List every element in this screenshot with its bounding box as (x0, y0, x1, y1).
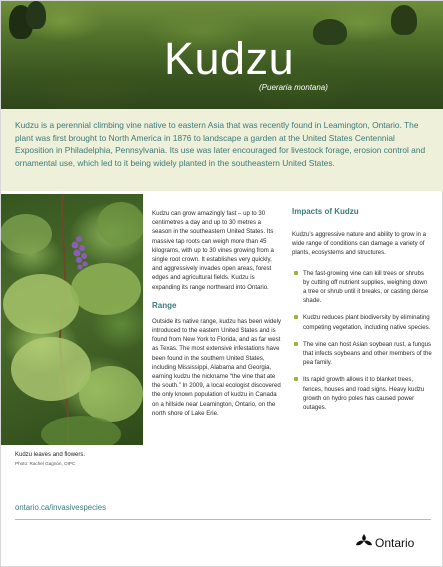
impacts-lead: Kudzu’s aggressive nature and ability to grow in a wide range of conditions can damage a variety of plants, ecosystems and structures. (292, 231, 427, 257)
list-item: Kudzu reduces plant biodiversity by eliminating competing vegetation, including native species. (292, 313, 432, 331)
ontario-logo (355, 533, 414, 549)
list-item: Its rapid growth allows it to blanket trees, fences, houses and road signs. Heavy kudzu growth on hydro poles has caused power outages. (292, 375, 432, 412)
latin-name: (Pueraria montana) (259, 83, 328, 92)
trillium-icon (355, 533, 373, 549)
page-title: Kudzu (164, 33, 295, 84)
growth-paragraph: Kudzu can grow amazingly fast – up to 30 centimetres a day and up to 30 metres a season in the southeastern United States. Its massive tap roots can weigh more than 45 kilograms, with up to 30 vines growing from a single root crown. It establishes very quickly, and aggressively invades open areas, forest edges and agricultural fields. Kudzu is expanding its range northward into Ontario. (152, 210, 274, 291)
middle-column (152, 209, 282, 418)
intro-band (1, 109, 443, 191)
flower-cluster (72, 236, 88, 270)
intro-text: Kudzu is a perennial climbing vine native to eastern Asia that was recently found in Leamington, Ontario. The plant was first brought to North America in 1876 to landscape a garden at the United States Centennial Exposition in Philadelphia, Pennsylvania. Its use was later encouraged for livestock forage, erosion control and ornamental use, which led to it being widely planted in the southeastern United States. (15, 120, 426, 168)
photo-caption (15, 451, 85, 467)
range-paragraph: Outside its native range, kudzu has been widely introduced to the eastern United States and is found from New York to Florida, and as far west as Texas. The most extensive infestations have been found in the southern United States, including Mississippi, Alabama and Georgia, earning kudzu the nickname “the vine that ate the south.” In 2009, a local ecologist discovered the only known population of kudzu in Canada on a hillside near Leamington, Ontario, on the north shore of Lake Erie. (152, 317, 282, 417)
bullet-icon (294, 342, 298, 346)
bullet-icon (294, 315, 298, 319)
caption-text: Kudzu leaves and flowers. (15, 452, 86, 458)
list-item: The fast-growing vine can kill trees or shrubs by cutting off nutrient supplies, weighing down a tree or shrub until it breaks, or casting dense shade. (292, 269, 432, 306)
impacts-heading: Impacts of Kudzu (292, 207, 359, 216)
range-heading: Range (152, 300, 177, 310)
right-column (292, 207, 432, 420)
website-link[interactable]: ontario.ca/invasivespecies (15, 503, 107, 512)
kudzu-leaves-illustration (1, 194, 143, 445)
tree-silhouette (313, 19, 347, 45)
logo-wordmark: Ontario (375, 536, 415, 550)
footer-divider (15, 519, 431, 520)
tree-silhouette (391, 5, 417, 35)
tree-silhouette (26, 1, 46, 29)
bullet-icon (294, 377, 298, 381)
photo-credit: Photo: Rachel Gagnon, OIPC (15, 461, 76, 466)
impacts-list (292, 269, 432, 413)
list-item: The vine can host Asian soybean rust, a fungus that infects soybeans and other members of the pea family. (292, 340, 432, 368)
kudzu-photo (1, 194, 143, 445)
header-photo-band (1, 1, 443, 109)
bullet-icon (294, 271, 298, 275)
